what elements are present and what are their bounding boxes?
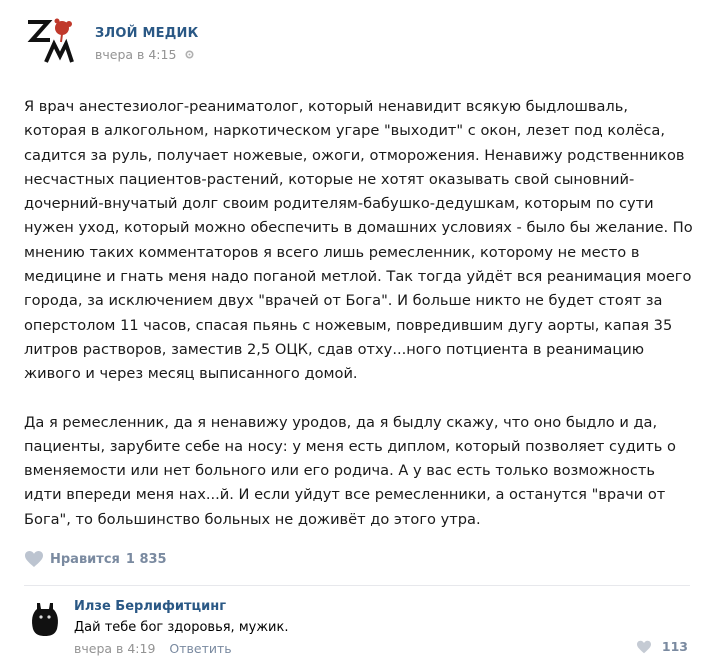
reply-button[interactable]: Ответить xyxy=(169,641,232,656)
post-paragraph: Да я ремесленник, да я ненавижу уродов, да я быдлу скажу, что оно быдло и да, пациенты, зарубите себе на носу: у меня есть диплом, который позволяет судить о вменяемости или нет больного или его родича. А у вас есть только возможность идти впереди меня нах...й. И если уйдут все ремесленники, а останутся "врачи от Бога", то большинство больных не доживёт до этого утра. xyxy=(24,413,676,528)
divider xyxy=(24,585,690,586)
settings-icon xyxy=(184,48,195,63)
post-header xyxy=(24,16,684,76)
post-text xyxy=(24,95,694,532)
heart-icon xyxy=(636,640,652,654)
post-time[interactable]: вчера в 4:15 xyxy=(95,47,177,62)
comment-meta xyxy=(74,641,232,656)
comment-time[interactable]: вчера в 4:19 xyxy=(74,641,156,656)
comment xyxy=(24,595,694,663)
post-meta xyxy=(95,47,195,63)
heart-icon xyxy=(24,550,44,568)
post-paragraph: Я врач анестезиолог-реаниматолог, который ненавидит всякую быдлошваль, которая в алкогольном, наркотическом угаре "выходит" с окон, лезет под колёса, садится за руль, получает ножевые, ожоги, отморожения. Ненавижу родственников несчастных пациентов-растений, которые не хотят оказывать свой сыновний-дочерний-внучатый долг своим родителям-бабушко-дедушкам, которым по сути нужен уход, который можно обеспечить в домашних условиях - было бы желание. По мнению таких комментаторов я всего лишь ремесленник, которому не место в медицине и гнать меня надо поганой метлой. Так тогда уйдёт вся реанимация моего города, за исключением двух "врачей от Бога". И больше никто не будет стоят за оперстолом 11 часов, спасая пьянь с ножевым, повредившим дугу аорты, капая 35 литров растворов, заместив 2,5 ОЦК, сдав отху...ного потциента в реанимацию живого и через месяц выписанного домой. xyxy=(24,98,693,383)
like-button[interactable] xyxy=(24,547,167,571)
like-count: 1 835 xyxy=(125,551,167,567)
post-author[interactable]: ЗЛОЙ МЕДИК xyxy=(95,26,199,41)
like-label: Нравится xyxy=(50,551,120,567)
comment-like-count: 113 xyxy=(661,639,688,654)
comment-author[interactable]: Илзе Берлифитцинг xyxy=(74,599,227,614)
avatar[interactable] xyxy=(28,599,62,637)
community-logo[interactable] xyxy=(24,16,76,68)
comment-like-button[interactable] xyxy=(636,639,688,654)
comment-text: Дай тебе бог здоровья, мужик. xyxy=(74,620,289,635)
